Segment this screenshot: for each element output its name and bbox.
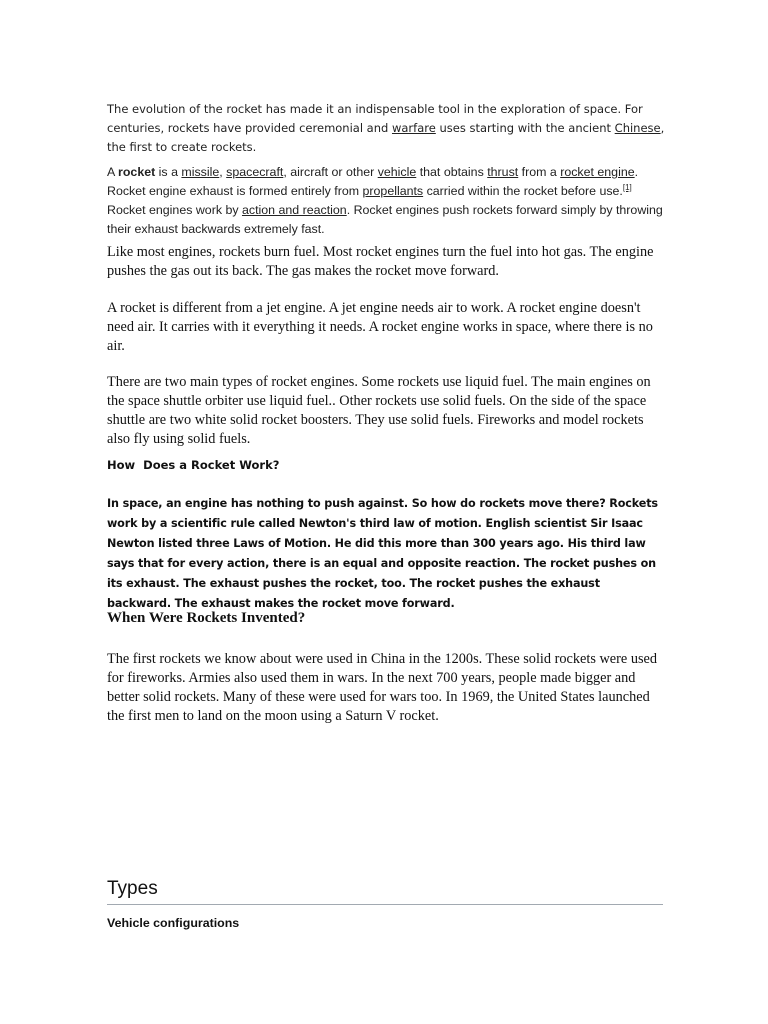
term-rocket: rocket bbox=[118, 165, 156, 179]
definition-text: . Rocket engine exhaust is formed entirely from bbox=[107, 165, 639, 198]
definition-text: A bbox=[107, 165, 119, 179]
heading-when-invented: When Were Rockets Invented? bbox=[107, 610, 306, 626]
link-missile[interactable]: missile bbox=[181, 165, 220, 179]
heading-types: Types bbox=[107, 877, 663, 905]
paragraph-engine-types: There are two main types of rocket engines. Some rockets use liquid fuel. The main engines on the space shuttle orbiter use liquid fuel.. Other rockets use solid fuels. On the side of the space shuttle are two white solid rocket boosters. They use solid fuels. Fireworks and model rockets also fly using solid fuels. bbox=[107, 374, 651, 447]
definition-text: from a bbox=[518, 165, 561, 179]
intro-text: uses starting with the ancient bbox=[435, 121, 615, 135]
definition-text: , aircraft or other bbox=[283, 165, 378, 179]
paragraph-jet-engine: A rocket is different from a jet engine. A jet engine needs air to work. A rocket engine doesn't need air. It carries with it everything it needs. A rocket engine works in space, where there is no air. bbox=[107, 300, 653, 354]
link-propellants[interactable]: propellants bbox=[362, 184, 424, 198]
link-action-and-reaction[interactable]: action and reaction bbox=[241, 203, 347, 217]
definition-text: is a bbox=[155, 165, 182, 179]
definition-text: that obtains bbox=[416, 165, 488, 179]
paragraph-fuel: Like most engines, rockets burn fuel. Most rocket engines turn the fuel into hot gas. The engine pushes the gas out its back. The gas makes the rocket move forward. bbox=[107, 244, 654, 279]
link-thrust[interactable]: thrust bbox=[487, 165, 519, 179]
intro-text: The evolution of the rocket has made it an indispensable tool in the exploration of space. For centuries, rockets have provided ceremonial and bbox=[107, 102, 643, 135]
link-spacecraft[interactable]: spacecraft bbox=[226, 165, 284, 179]
definition-paragraph bbox=[107, 163, 667, 239]
link-rocket-engine[interactable]: rocket engine bbox=[560, 165, 635, 179]
subheading-vehicle-configurations: Vehicle configurations bbox=[107, 916, 240, 930]
intro-paragraph bbox=[107, 100, 667, 157]
link-chinese[interactable]: Chinese bbox=[614, 121, 661, 135]
paragraph-newton-law: In space, an engine has nothing to push against. So how do rockets move there? Rockets work by a scientific rule called Newton's third law of motion. English scientist Sir Isaac Newton listed three Laws of Motion. He did this more than 300 years ago. His third law says that for every action, there is an equal and opposite reaction. The rocket pushes on its exhaust. The exhaust pushes the rocket, too. The rocket pushes the exhaust backward. The exhaust makes the rocket move forward. bbox=[107, 497, 658, 610]
paragraph-history: The first rockets we know about were used in China in the 1200s. These solid rockets were used for fireworks. Armies also used them in wars. In the next 700 years, people made bigger and better solid rockets. Many of these were used for wars too. In 1969, the United States launched the first men to land on the moon using a Saturn V rocket. bbox=[107, 651, 658, 724]
definition-text: Rocket engines work by bbox=[107, 203, 242, 217]
definition-text: . Rocket engines push rockets forward simply by throwing their exhaust backwards extremely fast. bbox=[107, 203, 663, 236]
intro-text: , the first to create rockets. bbox=[107, 121, 665, 154]
definition-text: , bbox=[219, 165, 227, 179]
link-warfare[interactable]: warfare bbox=[391, 121, 436, 135]
heading-how-rocket-works: How Does a Rocket Work? bbox=[107, 458, 280, 472]
link-vehicle[interactable]: vehicle bbox=[377, 165, 417, 179]
citation-link[interactable]: [1] bbox=[622, 182, 632, 192]
definition-text: carried within the rocket before use. bbox=[423, 184, 623, 198]
